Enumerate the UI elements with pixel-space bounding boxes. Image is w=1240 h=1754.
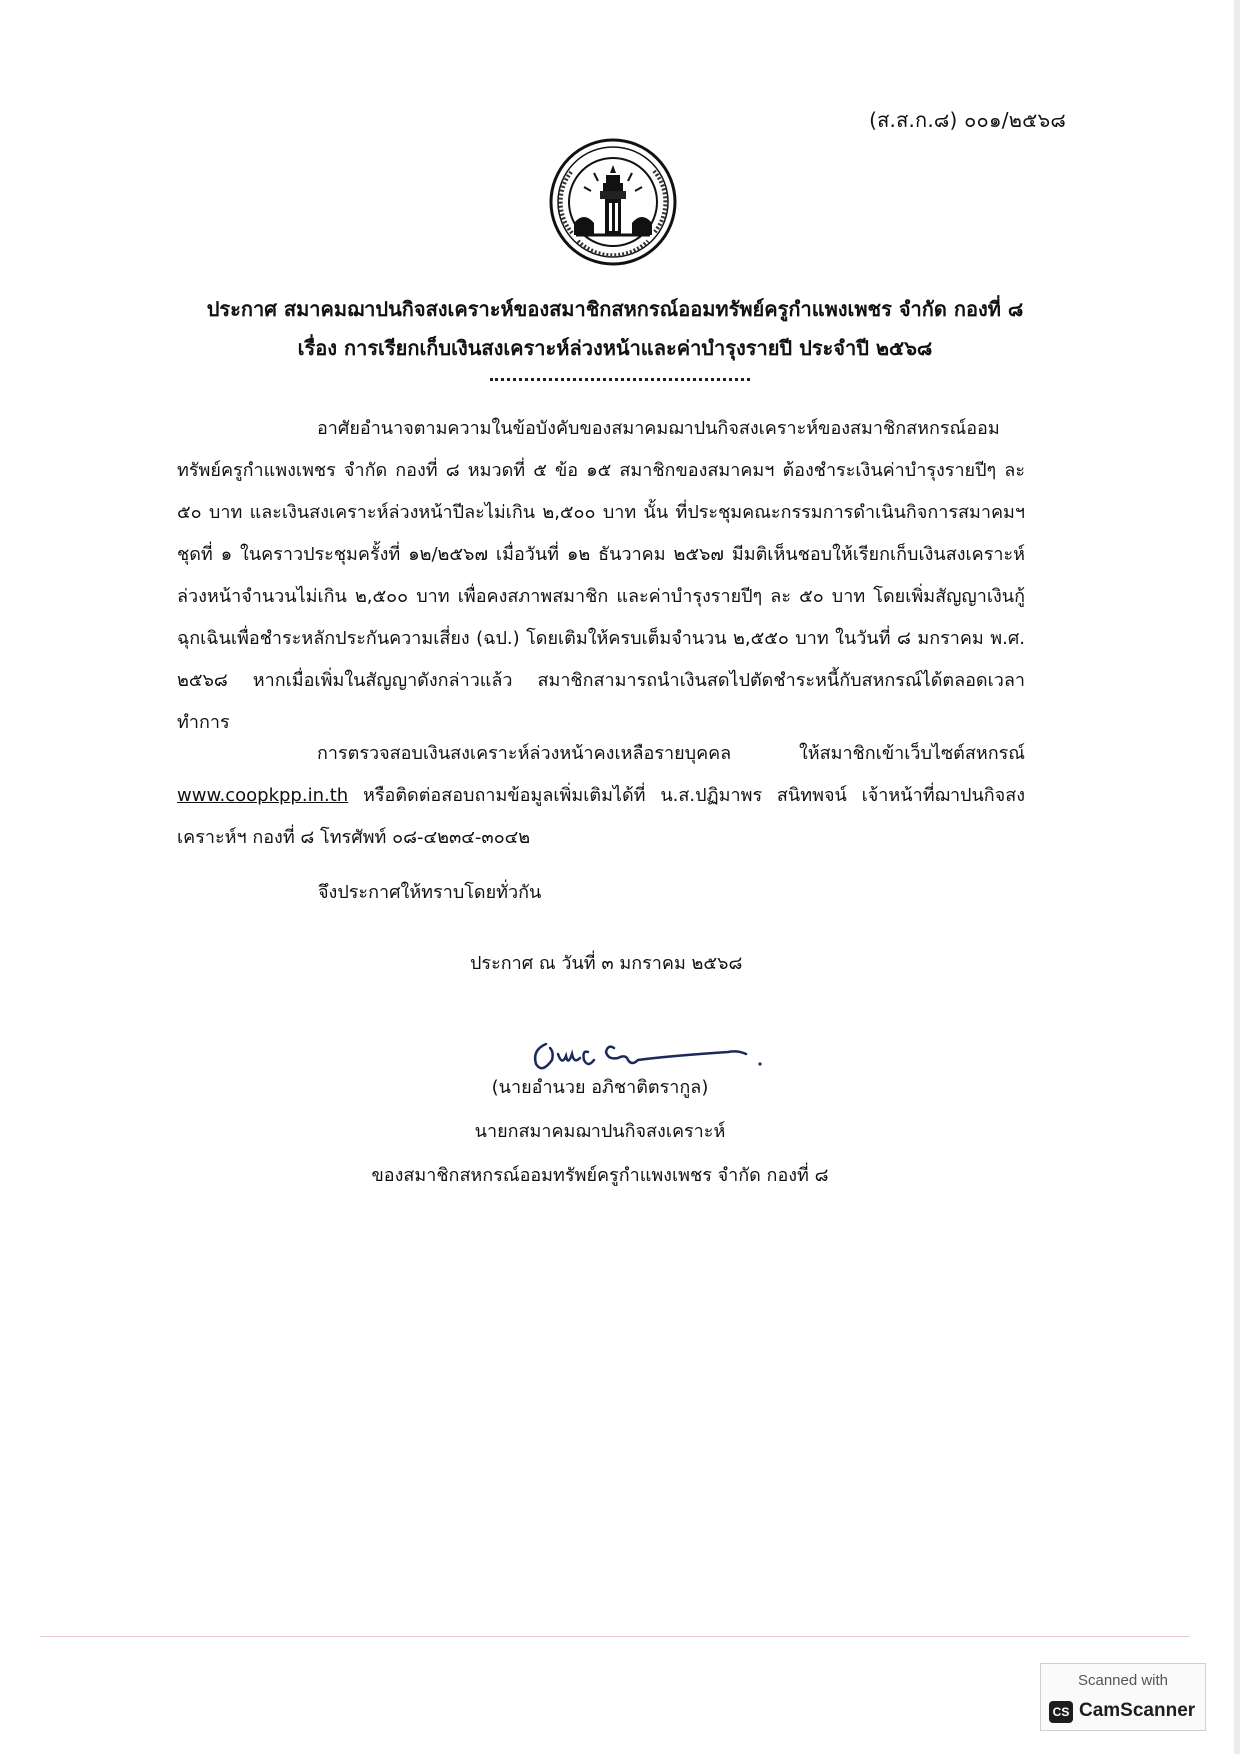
announcement-date: ประกาศ ณ วันที่ ๓ มกราคม ๒๕๖๘ xyxy=(470,953,743,974)
announcement-subject: เรื่อง การเรียกเก็บเงินสงเคราะห์ล่วงหน้าและค่าบำรุงรายปี ประจำปี ๒๕๖๘ xyxy=(297,336,933,360)
scanned-with-label: Scanned with xyxy=(1077,1672,1169,1689)
body-paragraph-1: อาศัยอำนาจตามความในข้อบังคับของสมาคมฌาปนกิจสงเคราะห์ของสมาชิกสหกรณ์ออมทรัพย์ครูกำแพงเพชร จำกัด กองที่ ๘ หมวดที่ ๕ ข้อ ๑๕ สมาชิกของสมาคมฯ ต้องชำระเงินค่าบำรุงรายปีๆ ละ ๕๐ บาท และเงินสงเคราะห์ล่วงหน้าปีละไม่เกิน ๒,๕๐๐ บาท นั้น ที่ประชุมคณะกรรมการดำเนินกิจการสมาคมฯ ชุดที่ ๑ ในคราวประชุมครั้งที่ ๑๒/๒๕๖๗ เมื่อวันที่ ๑๒ ธันวาคม ๒๕๖๗ มีมติเห็นชอบให้เรียกเก็บเงินสงเคราะห์ล่วงหน้าจำนวนไม่เกิน ๒,๕๐๐ บาท เพื่อคงสภาพสมาชิก และค่าบำรุงรายปีๆ ละ ๕๐ บาท โดยเพิ่มสัญญาเงินกู้ฉุกเฉินเพื่อชำระหลักประกันความเสี่ยง (ฉป.) โดยเติมให้ครบเต็มจำนวน ๒,๕๕๐ บาท ในวันที่ ๘ มกราคม พ.ศ. ๒๕๖๘ หากเมื่อเพิ่มในสัญญาดังกล่าวแล้ว สมาชิกสามารถนำเงินสดไปตัดชำระหนี้กับสหกรณ์ได้ตลอดเวลาทำการ xyxy=(177,418,1025,733)
camscanner-logo-icon: CS xyxy=(1049,1701,1073,1723)
body-paragraph-2 xyxy=(177,733,1025,859)
dotted-divider xyxy=(490,378,750,381)
paragraph-2-tail: หรือติดต่อสอบถามข้อมูลเพิ่มเติมได้ที่ น.ส.ปฏิมาพร สนิทพจน์ เจ้าหน้าที่ฌาปนกิจสงเคราะห์ฯ กองที่ ๘ โทรศัพท์ ๐๘-๔๒๓๔-๓๐๔๒ xyxy=(177,785,1025,848)
closing-statement: จึงประกาศให้ทราบโดยทั่วกัน xyxy=(318,882,542,903)
coop-website-link[interactable]: www.coopkpp.in.th xyxy=(177,785,349,806)
signer-title-line-1: นายกสมาคมฌาปนกิจสงเคราะห์ xyxy=(474,1121,726,1142)
association-seal-icon xyxy=(548,137,678,267)
signer-name: (นายอำนวย อภิชาติตรากูล) xyxy=(491,1077,709,1098)
camscanner-brand-name: CamScanner xyxy=(1079,1700,1196,1721)
document-number: (ส.ส.ก.๘) ๐๐๑/๒๕๖๘ xyxy=(869,108,1066,132)
announcement-title: ประกาศ สมาคมฌาปนกิจสงเคราะห์ของสมาชิกสหกรณ์ออมทรัพย์ครูกำแพงเพชร จำกัด กองที่ ๘ xyxy=(206,297,1024,321)
scan-edge-shadow xyxy=(1234,0,1240,1754)
camscanner-badge xyxy=(1040,1663,1206,1731)
page-bottom-rule xyxy=(40,1636,1190,1637)
paragraph-2-lead: การตรวจสอบเงินสงเคราะห์ล่วงหน้าคงเหลือรายบุคคล ให้สมาชิกเข้าเว็บไซต์สหกรณ์ xyxy=(317,743,1025,764)
signer-title-line-2: ของสมาชิกสหกรณ์ออมทรัพย์ครูกำแพงเพชร จำกัด กองที่ ๘ xyxy=(371,1165,829,1186)
